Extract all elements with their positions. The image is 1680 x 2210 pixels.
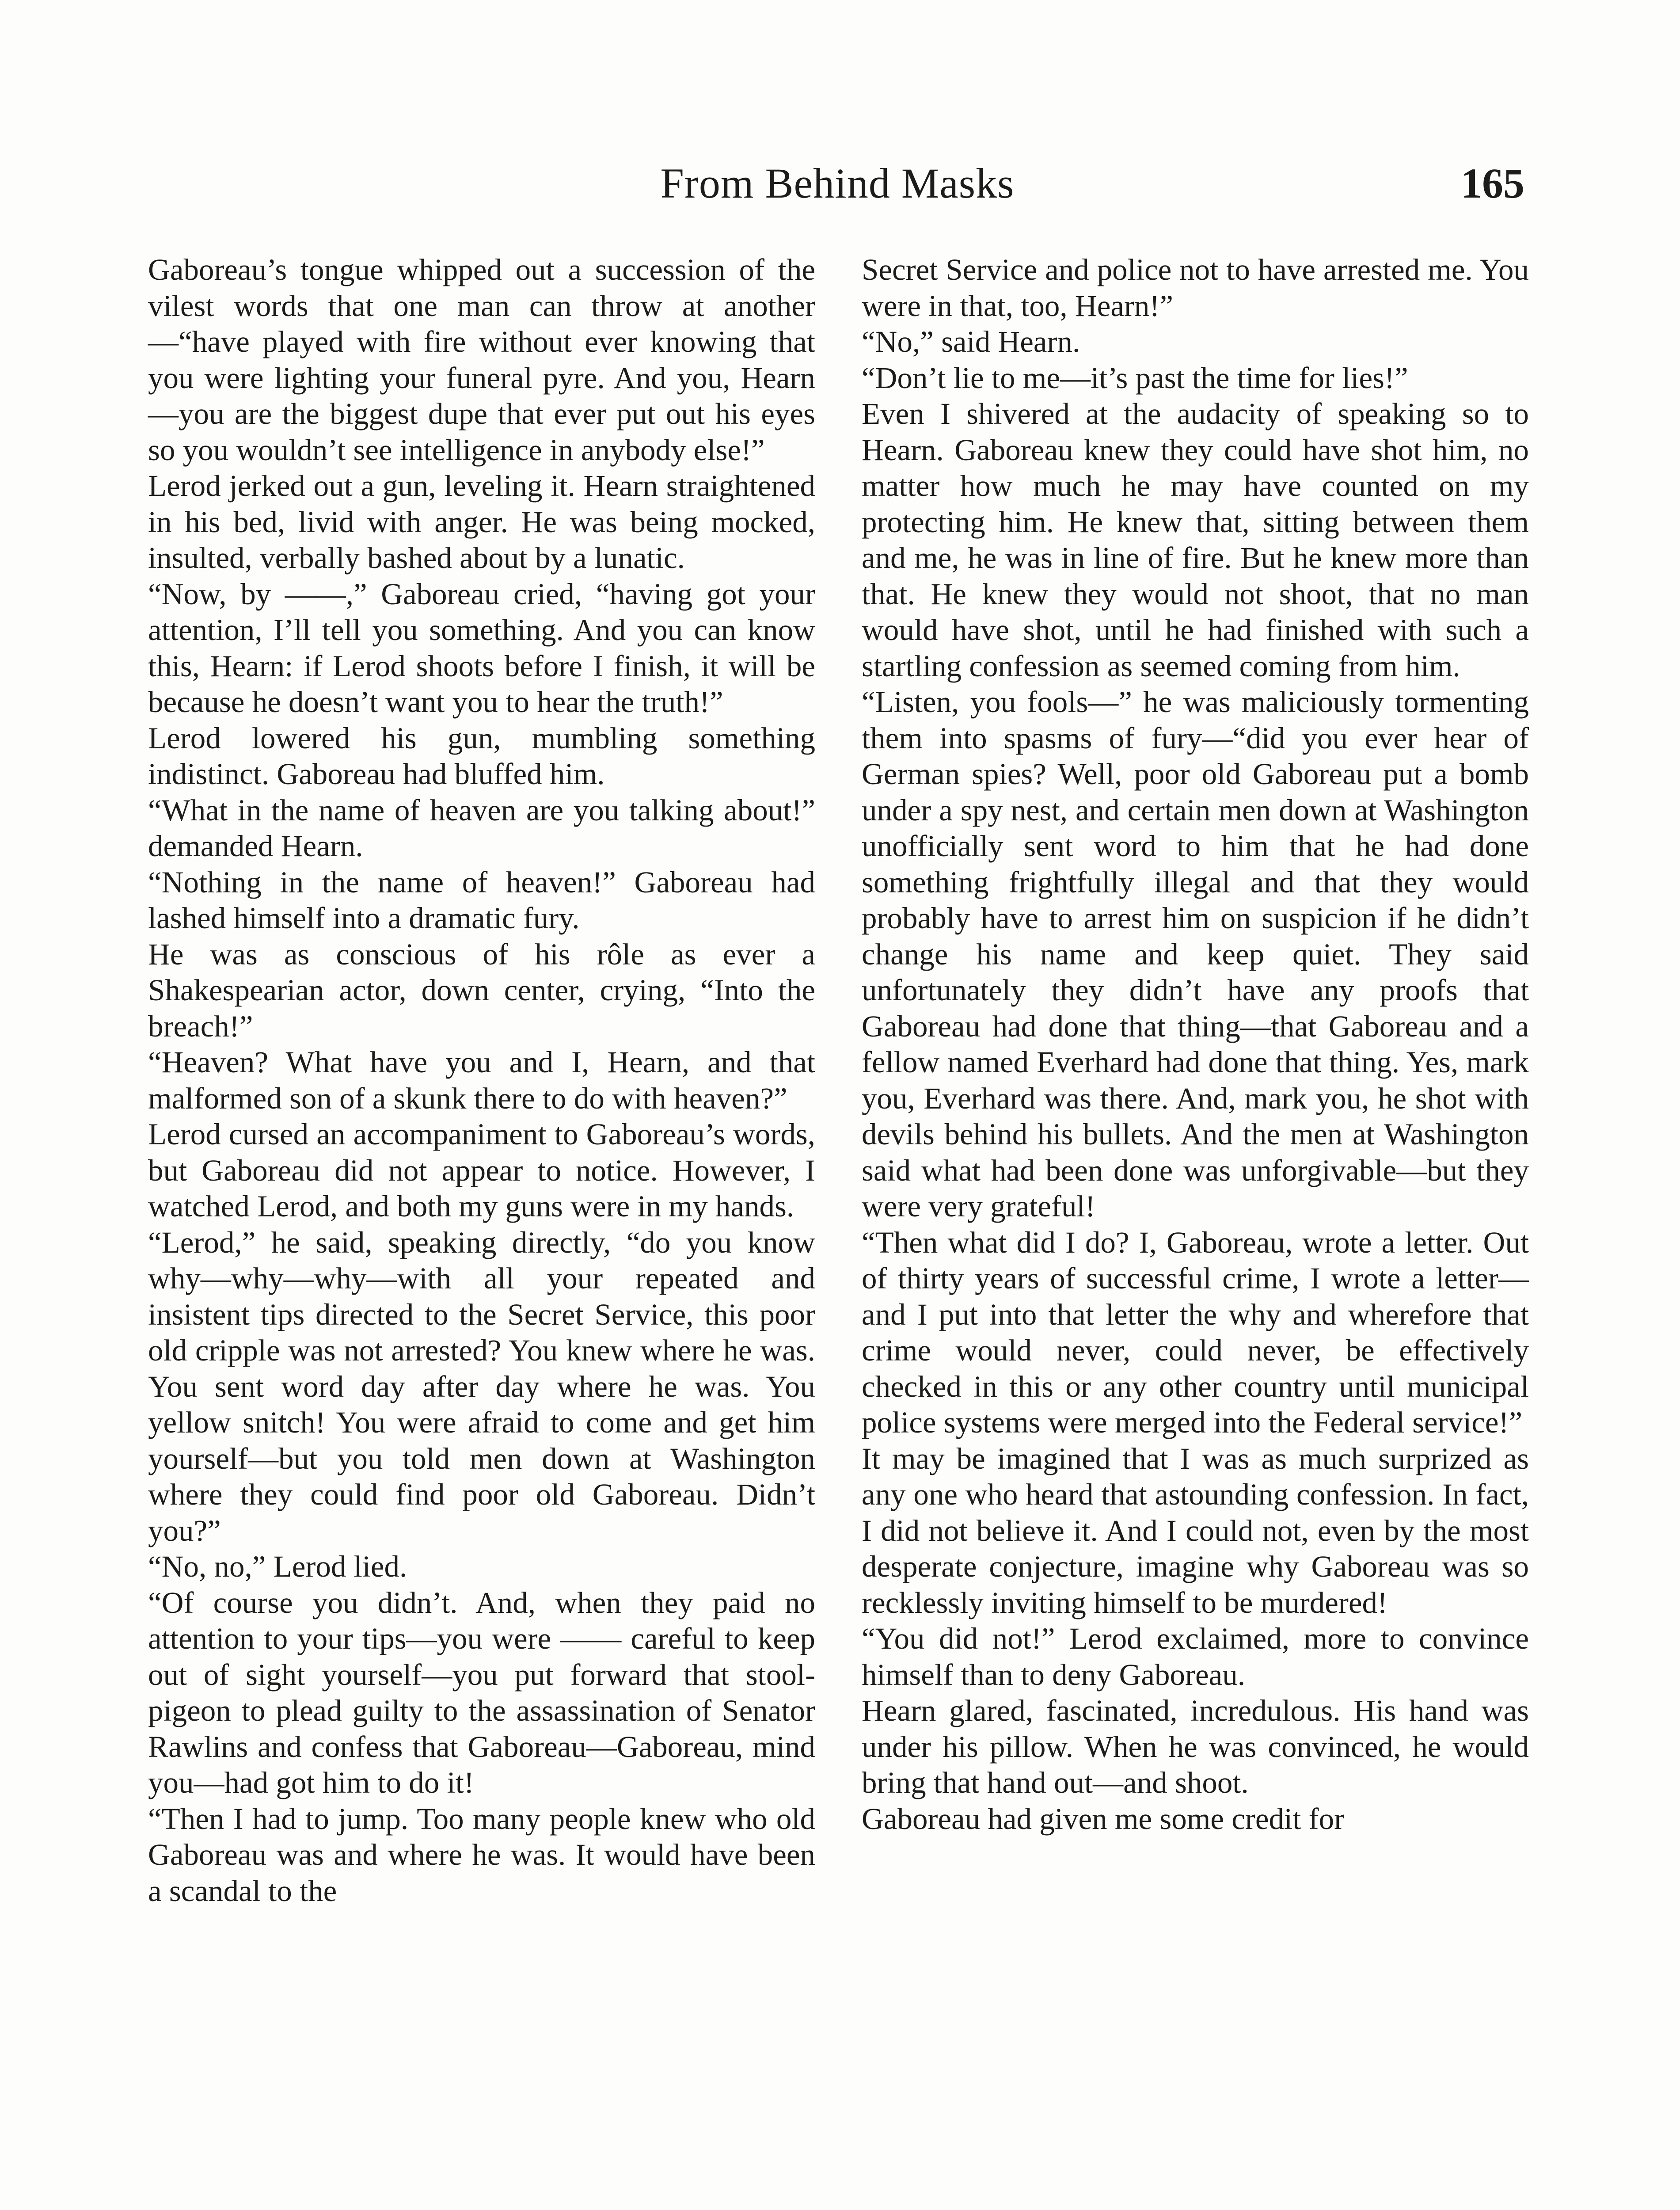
paragraph: “Of course you didn’t. And, when they paid no attention to your tips—you were —— careful to keep out of sight yourself—you put forward that stool-pigeon to plead guilty to the assassination of Senator Rawlins and confess that Gaboreau—Gaboreau, mind you—had got him to do it! — [148, 1585, 815, 1799]
running-title: From Behind Masks — [660, 160, 1015, 207]
paragraph: “What in the name of heaven are you talking about!” demanded Hearn. — [148, 793, 815, 863]
right-column — [862, 252, 1529, 1837]
paragraph: “Then what did I do? I, Gaboreau, wrote a letter. Out of thirty years of successful crime, I wrote a letter—and I put into that letter the why and wherefore that crime would never, could never, be effectively checked in this or any other country until municipal police systems were merged into the Federal service!” — [862, 1225, 1529, 1439]
paragraph: Hearn glared, fascinated, incredulous. His hand was under his pillow. When he was convinced, he would bring that hand out—and shoot. — [862, 1694, 1529, 1799]
paragraph: “Don’t lie to me—it’s past the time for lies!” — [862, 361, 1408, 395]
paragraph: “Heaven? What have you and I, Hearn, and that malformed son of a skunk there to do with heaven?” — [148, 1045, 815, 1115]
paragraph: “You did not!” Lerod exclaimed, more to convince himself than to deny Gaboreau. — [862, 1622, 1529, 1692]
left-column — [148, 252, 815, 1909]
paragraph: “Nothing in the name of heaven!” Gaboreau had lashed himself into a dramatic fury. — [148, 865, 815, 935]
paragraph: “Now, by ——,” Gaboreau cried, “having got your attention, I’ll tell you something. And you can know this, Hearn: if Lerod shoots before I finish, it will be because he doesn’t want you to hear the truth!” — [148, 577, 815, 719]
paragraph: “No,” said Hearn. — [862, 325, 1080, 358]
paragraph: Lerod cursed an accompaniment to Gaboreau’s words, but Gaboreau did not appear to notice. However, I watched Lerod, and both my guns were in my hands. — [148, 1117, 815, 1223]
paragraph: Secret Service and police not to have arrested me. You were in that, too, Hearn!” — [862, 253, 1529, 323]
paragraph: It may be imagined that I was as much surprized as any one who heard that astounding confession. In fact, I did not believe it. And I could not, even by the most desperate conjecture, imagine why Gaboreau was so recklessly inviting himself to be murdered! — [862, 1441, 1529, 1619]
paragraph: “Lerod,” he said, speaking directly, “do you know why—why—why—with all your repeated and insistent tips directed to the Secret Service, this poor old cripple was not arrested? You knew where he was. You sent word day after day where he was. You yellow snitch! You were afraid to come and get him yourself—but you told men down at Washington where they could find poor old Gaboreau. Didn’t you?” — [148, 1225, 815, 1547]
page-number: 165 — [1461, 160, 1524, 207]
page-header — [146, 155, 1529, 212]
paragraph: Gaboreau’s tongue whipped out a succession of the vilest words that one man can throw at another—“have played with fire without ever knowing that you were lighting your funeral pyre. And you, Hearn—you are the biggest dupe that ever put out his eyes so you wouldn’t see intelligence in anybody else!” — [148, 253, 815, 467]
paragraph: He was as conscious of his rôle as ever a Shakespearian actor, down center, crying, “Into the breach!” — [148, 937, 815, 1043]
paragraph: “No, no,” Lerod lied. — [148, 1550, 407, 1583]
paragraph: “Listen, you fools—” he was maliciously tormenting them into spasms of fury—“did you ever hear of German spies? Well, poor old Gaboreau put a bomb under a spy nest, and certain men down at Washington unofficially sent word to him that he had done something frightfully illegal and that they would probably have to arrest him on suspicion if he didn’t change his name and keep quiet. They said unfortunately they didn’t have any proofs that Gaboreau had done that thing—that Gaboreau and a fellow named Everhard had done that thing. Yes, mark you, Everhard was there. And, mark you, he shot with devils behind his bullets. And the men at Washington said what had been done was unforgivable—but they were very grateful! — [862, 685, 1529, 1223]
paragraph: Even I shivered at the audacity of speaking so to Hearn. Gaboreau knew they could have shot him, no matter how much he may have counted on my protecting him. He knew that, sitting between them and me, he was in line of fire. But he knew more than that. He knew they would not shoot, that no man would have shot, until he had finished with such a startling confession as seemed coming from him. — [862, 397, 1529, 683]
paragraph: “Then I had to jump. Too many people knew who old Gaboreau was and where he was. It would have been a scandal to the — [148, 1802, 815, 1908]
paragraph: Gaboreau had given me some credit for — [862, 1802, 1345, 1836]
paragraph: Lerod lowered his gun, mumbling something indistinct. Gaboreau had bluffed him. — [148, 721, 815, 791]
paragraph: Lerod jerked out a gun, leveling it. Hearn straightened in his bed, livid with anger. He was being mocked, insulted, verbally bashed about by a lunatic. — [148, 469, 815, 575]
